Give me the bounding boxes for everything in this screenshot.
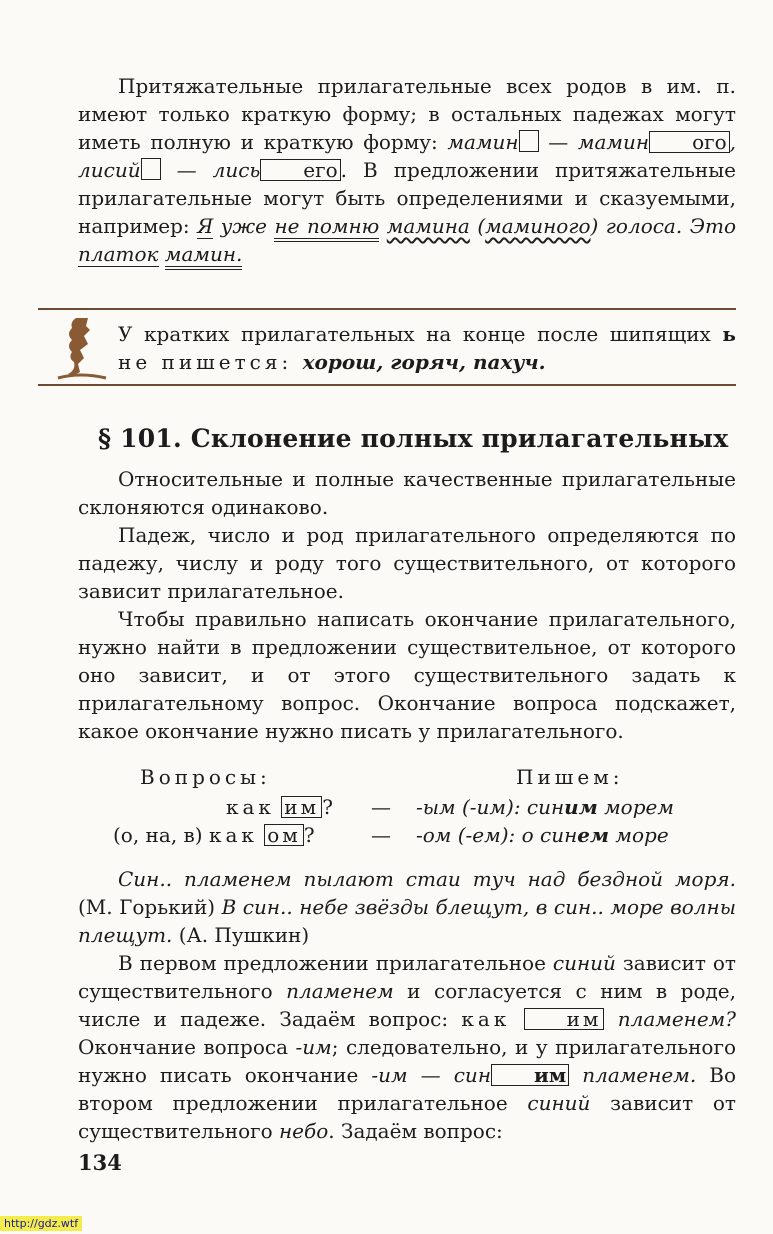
questions-table: [78, 759, 736, 855]
answers-header: Пишем:: [516, 765, 624, 789]
text: Окончание вопроса: [78, 1035, 296, 1059]
question-word: как: [208, 823, 258, 847]
predicate-underline: не помню: [274, 214, 379, 242]
attribute-underline: маминого: [485, 214, 591, 238]
ending-box: им: [491, 1064, 569, 1086]
text: зависит от существительного: [78, 1091, 736, 1143]
note-part: У кратких прилагательных на конце после шипящих: [118, 322, 723, 346]
text: —: [407, 1063, 454, 1087]
watermark[interactable]: http://gdz.wtf: [0, 1216, 82, 1231]
word: пламенем.: [569, 1063, 697, 1087]
ending-box: его: [260, 159, 340, 181]
quote-author: (А. Пушкин): [172, 923, 310, 947]
text: и согласуется с ним в роде, числе и падеже. Задаём вопрос:: [78, 979, 736, 1031]
example-word: мамин: [447, 130, 519, 154]
empty-ending-box: [141, 158, 161, 180]
quote-text: В син.. небе звёзды блещут, в син.. море волны плещут.: [78, 895, 737, 947]
answer-row-1: [416, 795, 674, 819]
answer-bold: им: [564, 795, 598, 819]
rule-note: [78, 308, 736, 386]
spaced-text: не пишется:: [118, 350, 303, 374]
section-title: § 101. Склонение полных прилагательных: [98, 424, 729, 453]
intro-text: Притяжательные прилагательные всех родов в им. п. имеют только краткую форму; в остальных падежах могут иметь полную и краткую форму:: [78, 74, 736, 154]
attribute-underline: мамина: [386, 214, 470, 238]
paren: ): [590, 214, 599, 238]
question-mark: ?: [303, 823, 315, 847]
text: В первом предложении прилагательное: [118, 951, 553, 975]
word: пламенем?: [604, 1007, 736, 1031]
answer-text: море: [609, 823, 669, 847]
predicate-underline: мамин.: [165, 242, 243, 270]
word: синий: [552, 951, 616, 975]
soft-sign: ь: [722, 322, 736, 346]
question-row-1: [226, 795, 333, 819]
word: синий: [527, 1091, 591, 1115]
question-mark: ?: [322, 795, 333, 819]
quote-text: Син.. пламенем пылают стаи туч над бездной моря.: [118, 867, 736, 891]
question-word: как: [226, 795, 275, 819]
word: -им: [371, 1063, 408, 1087]
dash: —: [160, 158, 213, 182]
text: Во втором предложении прилагательное: [78, 1063, 737, 1115]
ending-box: ого: [649, 131, 730, 153]
answer-text: морем: [597, 795, 674, 819]
dash: —: [538, 130, 578, 154]
subject-underline: Я: [197, 214, 214, 238]
quill-icon: [54, 314, 110, 384]
subject-underline: платок: [78, 242, 159, 266]
paragraph-2: Падеж, число и род прилагательного определяются по падежу, числу и роду того существительного, от которого зависит прилагательное.: [78, 523, 736, 603]
intro-paragraph: [78, 72, 736, 268]
note-top-rule: [38, 308, 736, 310]
page-number: 134: [78, 1150, 122, 1175]
example-word: лисий: [78, 158, 141, 182]
page-content: [78, 72, 736, 1145]
example-word: мамин: [577, 130, 650, 154]
note-examples: хорош, горяч, пахуч.: [302, 350, 546, 374]
question-word: как: [461, 1007, 511, 1031]
dash: —: [371, 795, 391, 819]
word: син: [453, 1063, 491, 1087]
paragraph-3: Чтобы правильно написать окончание прилагательного, нужно найти в предложении существительное, от которого оно зависит, и от этого существительного задать к прилагательному вопрос. Окончание вопроса подскажет, какое окончание нужно писать у прилагательного.: [78, 607, 736, 743]
word: небо: [279, 1119, 329, 1143]
dash: —: [371, 823, 391, 847]
answer-row-2: [416, 823, 669, 847]
answer-text: -ом (-ем): о син: [416, 823, 578, 847]
explanation-paragraph: [78, 949, 736, 1145]
quote-paragraph: [78, 865, 736, 949]
ending-box: ом: [264, 824, 304, 846]
text: зависит от существительного: [78, 951, 736, 1003]
paren: (: [477, 214, 486, 238]
quote-author: (М. Горький): [78, 895, 222, 919]
comma: ,: [729, 130, 736, 154]
question-row-2: [113, 823, 315, 847]
sentence-word: уже: [213, 214, 275, 238]
intro-text: . В предложении притяжательные прилагательные могут быть определениями и сказуемыми, например:: [78, 158, 736, 238]
note-text: [118, 320, 736, 376]
ending-box: им: [524, 1008, 605, 1030]
note-bottom-rule: [38, 384, 736, 386]
word: пламенем: [286, 979, 394, 1003]
answer-text: -ым (-им): син: [416, 795, 565, 819]
questions-header: Вопросы:: [140, 765, 271, 789]
example-word: лись: [212, 158, 261, 182]
answer-bold: ем: [577, 823, 610, 847]
sentence-word: голоса. Это: [598, 214, 737, 238]
text: ; следовательно, и у прилагательного нужно писать окончание: [78, 1035, 736, 1087]
paragraph-1: Относительные и полные качественные прилагательные склоняются одинаково.: [78, 467, 736, 519]
text: . Задаём вопрос:: [328, 1119, 503, 1143]
ending-box: им: [281, 796, 322, 818]
empty-ending-box: [519, 130, 539, 152]
word: -им: [295, 1035, 332, 1059]
prepositions: (о, на, в): [113, 823, 209, 847]
